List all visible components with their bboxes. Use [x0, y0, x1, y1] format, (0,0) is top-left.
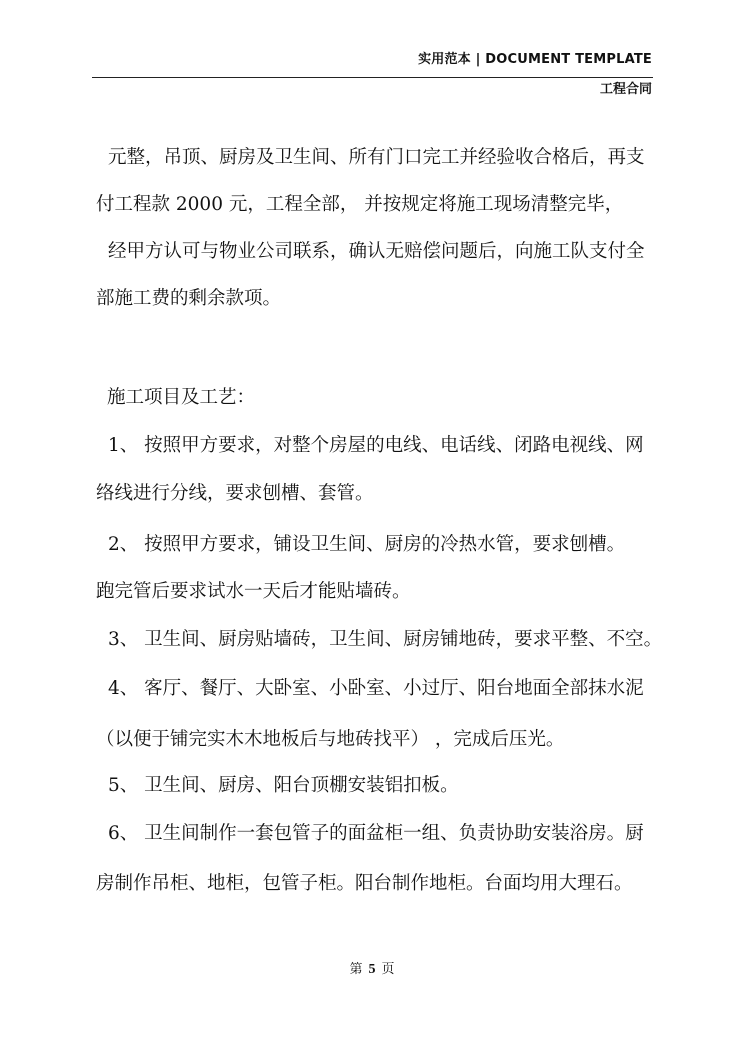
page-footer [0, 962, 744, 978]
body-line: 4、 客厅、餐厅、大卧室、小卧室、小过厅、阳台地面全部抹水泥 [108, 678, 644, 699]
body-line: 6、 卫生间制作一套包管子的面盆柜一组、负责协助安装浴房。厨 [108, 823, 644, 844]
page-prefix: 第 [349, 962, 363, 977]
body-line: 经甲方认可与物业公司联系，确认无赔偿问题后，向施工队支付全 [108, 241, 645, 262]
body-line: 房制作吊柜、地柜，包管子柜。阳台制作地柜。台面均用大理石。 [96, 873, 633, 894]
body-line: 跑完管后要求试水一天后才能贴墙砖。 [96, 581, 411, 602]
body-line: 2、 按照甲方要求，铺设卫生间、厨房的冷热水管，要求刨槽。 [108, 534, 626, 555]
body-line: 付工程款 2000 元，工程全部， 并按规定将施工现场清整完毕， [96, 194, 624, 215]
page-number: 5 [368, 962, 376, 977]
body-line: 部施工费的剩余款项。 [96, 288, 282, 309]
body-line: （以便于铺完实木木地板后与地砖找平） ，完成后压光。 [96, 729, 565, 750]
header-title: 实用范本 | DOCUMENT TEMPLATE [418, 52, 652, 67]
body-line: 5、 卫生间、厨房、阳台顶棚安装铝扣板。 [108, 775, 459, 796]
body-line: 1、 按照甲方要求，对整个房屋的电线、电话线、闭路电视线、网 [108, 435, 644, 456]
body-line: 元整，吊顶、厨房及卫生间、所有门口完工并经验收合格后，再支 [108, 147, 645, 168]
page-suffix: 页 [381, 962, 395, 977]
body-line: 3、 卫生间、厨房贴墙砖，卫生间、厨房铺地砖，要求平整、不空。 [108, 629, 663, 650]
header-subtitle: 工程合同 [599, 82, 652, 97]
body-line: 络线进行分线，要求刨槽、套管。 [96, 483, 374, 504]
section-heading: 施工项目及工艺： [107, 387, 256, 408]
header-divider [92, 77, 653, 78]
